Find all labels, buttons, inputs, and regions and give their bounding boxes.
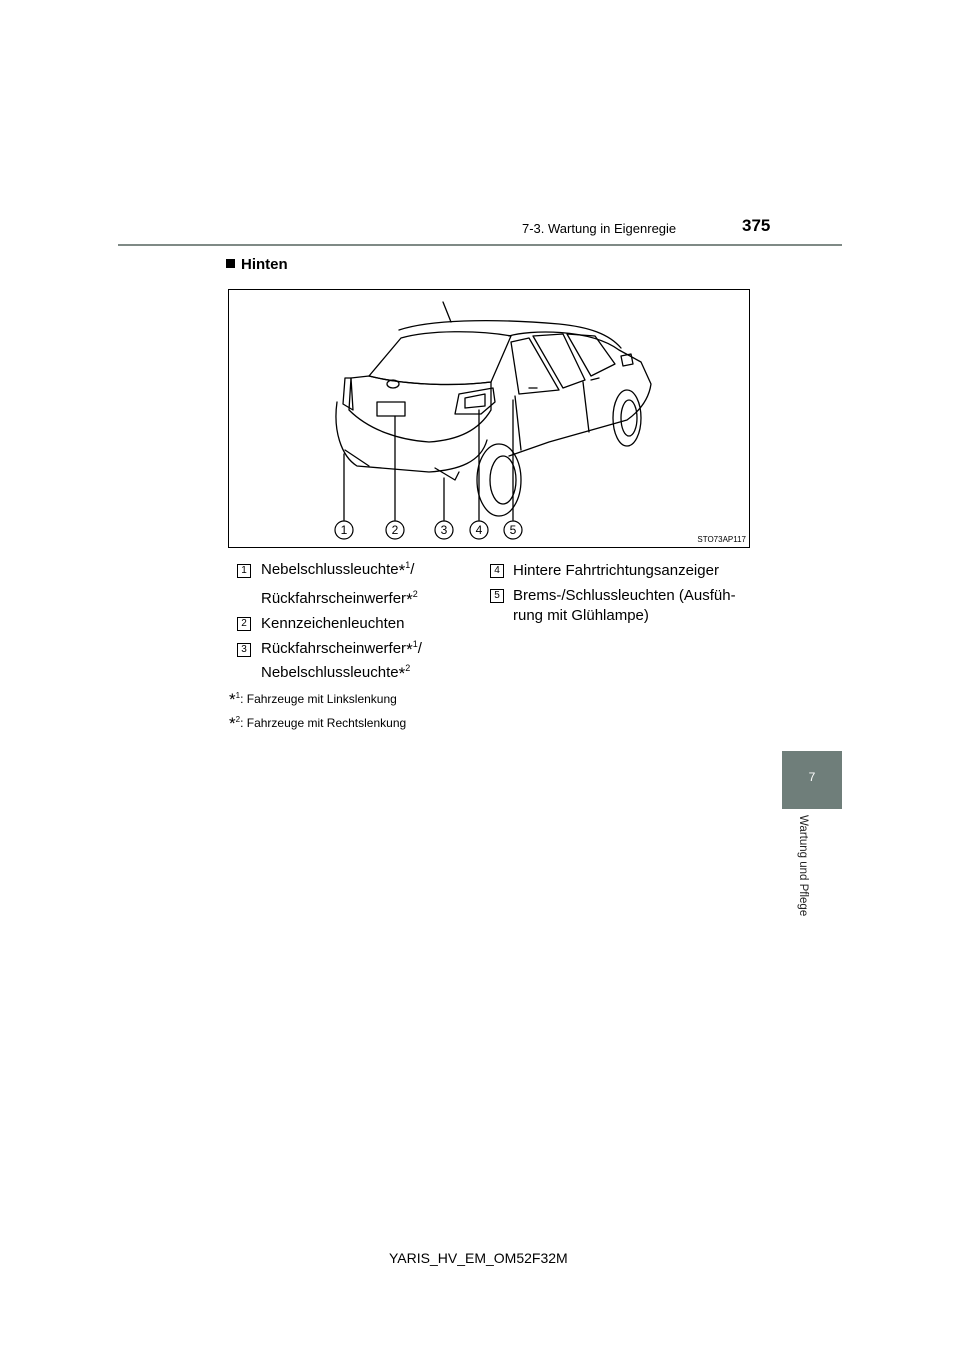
chapter-title-vertical: Wartung und Pflege bbox=[797, 815, 809, 917]
callout-marker-1 bbox=[335, 521, 353, 539]
callout-marker-4 bbox=[470, 521, 488, 539]
svg-text:3: 3 bbox=[440, 523, 448, 537]
section-heading bbox=[226, 256, 288, 273]
item-number-box: 5 bbox=[490, 589, 504, 603]
footnote-mark: * bbox=[229, 690, 236, 709]
footnote-1 bbox=[229, 690, 397, 710]
callout-markers bbox=[335, 521, 522, 539]
item-label: Rückfahrscheinwerfer bbox=[261, 589, 407, 607]
chapter-number: 7 bbox=[808, 770, 816, 784]
rear-lights-figure bbox=[228, 289, 750, 548]
footnote-2 bbox=[229, 714, 406, 734]
item-number-box: 3 bbox=[237, 643, 251, 657]
item-number-box: 2 bbox=[237, 617, 251, 631]
footnote-mark: * bbox=[229, 714, 236, 733]
header-divider bbox=[118, 244, 842, 246]
item-1-text: Nebelschlussleuchte*$^1$/ Rückfahrscheinwerfer*$^2$ bbox=[261, 560, 418, 609]
item-label: rung mit Glühlampe) bbox=[513, 607, 649, 625]
footnote-number: 1 bbox=[235, 691, 241, 700]
item-label: Nebelschlussleuchte bbox=[261, 561, 399, 578]
document-code-footer: YARIS_HV_EM_OM52F32M bbox=[389, 1250, 568, 1266]
header-section-title: 7-3. Wartung in Eigenregie bbox=[522, 221, 677, 236]
item-5-text bbox=[513, 586, 736, 627]
item-number-box: 4 bbox=[490, 564, 504, 578]
svg-text:2: 2 bbox=[391, 523, 399, 537]
page-number: 375 bbox=[742, 216, 771, 235]
callout-marker-3 bbox=[435, 521, 453, 539]
item-label: Kennzeichenleuchten bbox=[261, 615, 405, 632]
footnote-text: : Fahrzeuge mit Rechtslenkung bbox=[240, 716, 407, 730]
footnote-ref: 1 bbox=[412, 639, 418, 649]
item-label-tail: / bbox=[410, 561, 415, 578]
car-rear-illustration bbox=[229, 290, 749, 547]
footnote-text: : Fahrzeuge mit Linkslenkung bbox=[240, 692, 397, 706]
item-label: Nebelschlussleuchte bbox=[261, 663, 399, 681]
footnote-ref: 2 bbox=[412, 588, 418, 599]
section-heading-text: Hinten bbox=[241, 256, 288, 273]
svg-text:1: 1 bbox=[340, 523, 348, 537]
svg-text:4: 4 bbox=[475, 523, 483, 537]
item-label: Hintere Fahrtrichtungsanzeiger bbox=[513, 562, 719, 579]
figure-code: STO73AP117 bbox=[697, 535, 746, 544]
item-label: Rückfahrscheinwerfer bbox=[261, 640, 407, 657]
item-label-tail: / bbox=[417, 640, 422, 657]
item-4-text bbox=[513, 561, 719, 581]
item-label: Brems-/Schlussleuchten (Ausfüh- bbox=[513, 587, 736, 604]
footnote-ref: 1 bbox=[405, 560, 411, 570]
item-2-text bbox=[261, 614, 404, 634]
square-bullet-icon bbox=[226, 259, 235, 268]
footnote-number: 2 bbox=[235, 715, 241, 724]
svg-text:5: 5 bbox=[509, 523, 517, 537]
footnote-ref: 2 bbox=[405, 662, 411, 673]
callout-marker-2 bbox=[386, 521, 404, 539]
item-3-text: Rückfahrscheinwerfer*$^1$/ Nebelschlussleuchte*$^2$ bbox=[261, 639, 422, 683]
item-number-box: 1 bbox=[237, 564, 251, 578]
callout-marker-5 bbox=[504, 521, 522, 539]
